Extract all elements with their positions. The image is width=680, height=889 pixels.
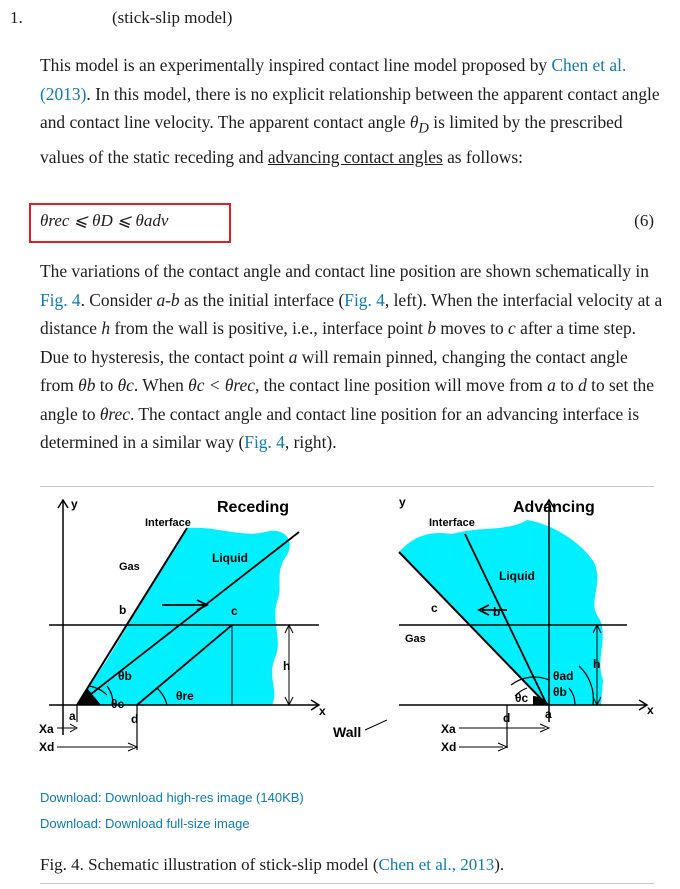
caption-bottom-rule	[40, 883, 654, 884]
svg-text:h: h	[593, 657, 601, 671]
receding-panel	[39, 497, 326, 754]
svg-text:Xa: Xa	[39, 722, 54, 736]
svg-text:d: d	[503, 711, 511, 725]
svg-text:x: x	[647, 703, 654, 717]
svg-text:d: d	[131, 712, 139, 726]
svg-text:Liquid: Liquid	[212, 551, 248, 565]
svg-text:y: y	[71, 497, 78, 511]
svg-text:Xa: Xa	[441, 722, 456, 736]
svg-text:x: x	[319, 704, 326, 718]
caption-reference-link[interactable]: Chen et al., 2013	[378, 855, 495, 874]
svg-text:θb: θb	[118, 669, 132, 683]
svg-text:θre: θre	[176, 689, 194, 703]
svg-text:Gas: Gas	[405, 633, 426, 645]
glossary-link-advancing-contact-angles[interactable]: advancing contact angles	[267, 146, 443, 167]
figure-link-fig4-left[interactable]: Fig. 4	[344, 289, 385, 310]
svg-text:c: c	[231, 604, 238, 618]
svg-text:θad: θad	[553, 669, 574, 683]
paragraph-intro: This model is an experimentally inspired contact line model proposed by Chen et al. (2013). In this model, there is no explicit relationship between the apparent contact angle and contact line velocity. The apparent contact angle $\theta_D$ is limited by the prescribed values of the static receding and advancing contact angles as follows:	[40, 55, 660, 167]
svg-text:Gas: Gas	[119, 561, 140, 573]
list-item-number: 1.	[10, 8, 23, 27]
svg-text:b: b	[493, 605, 501, 619]
svg-text:Xd: Xd	[39, 740, 55, 754]
paragraph-description: The variations of the contact angle and contact line position are shown schematically in Fig. 4. Consider a-b as the initial interface (Fig. 4, left). When the interfacial velocity at a distance h from the wall is positive, i.e., interface point b moves to c after a time step. Due to hysteresis, the contact point a will remain pinned, changing the contact angle from θb to θc. When θc < θrec, the contact line position will move from a to d to set the angle to θrec. The contact angle and contact line position for an advancing interface is determined in a similar way (Fig. 4, right).	[40, 261, 663, 452]
model-title: (stick-slip model)	[112, 8, 233, 27]
advancing-panel	[399, 495, 654, 754]
svg-text:h: h	[283, 659, 291, 673]
svg-text:Advancing: Advancing	[513, 499, 595, 516]
svg-text:θc: θc	[515, 691, 529, 705]
figure-caption: Fig. 4. Schematic illustration of stick-slip model (Chen et al., 2013).	[40, 855, 505, 874]
svg-text:a: a	[545, 707, 552, 721]
wall-label: Wall	[333, 724, 362, 740]
receding-liquid-region	[77, 528, 290, 705]
svg-text:Interface: Interface	[429, 517, 475, 529]
download-hires-link[interactable]: Download: Download high-res image (140KB)	[40, 790, 304, 805]
svg-text:y: y	[399, 495, 406, 509]
svg-text:Interface: Interface	[145, 517, 191, 529]
svg-text:Xd: Xd	[441, 740, 457, 754]
svg-text:c: c	[431, 601, 438, 615]
svg-text:θb: θb	[553, 685, 567, 699]
figure-link-fig4-right[interactable]: Fig. 4	[244, 432, 285, 452]
equation-number: (6)	[634, 211, 654, 230]
figure-4-schematic	[27, 490, 657, 760]
figure-link-fig4[interactable]: Fig. 4	[40, 289, 81, 310]
svg-text:θc: θc	[111, 697, 125, 711]
equation-6: θrec ⩽ θD ⩽ θadv	[40, 211, 169, 230]
svg-text:Liquid: Liquid	[499, 569, 535, 583]
download-fullsize-link[interactable]: Download: Download full-size image	[40, 816, 250, 831]
svg-text:b: b	[119, 603, 127, 617]
svg-text:Receding: Receding	[217, 499, 290, 516]
reference-link-chen-2013[interactable]: Chen et al. (2013)	[40, 55, 627, 104]
svg-text:a: a	[69, 709, 76, 723]
figure-top-rule	[40, 486, 654, 487]
